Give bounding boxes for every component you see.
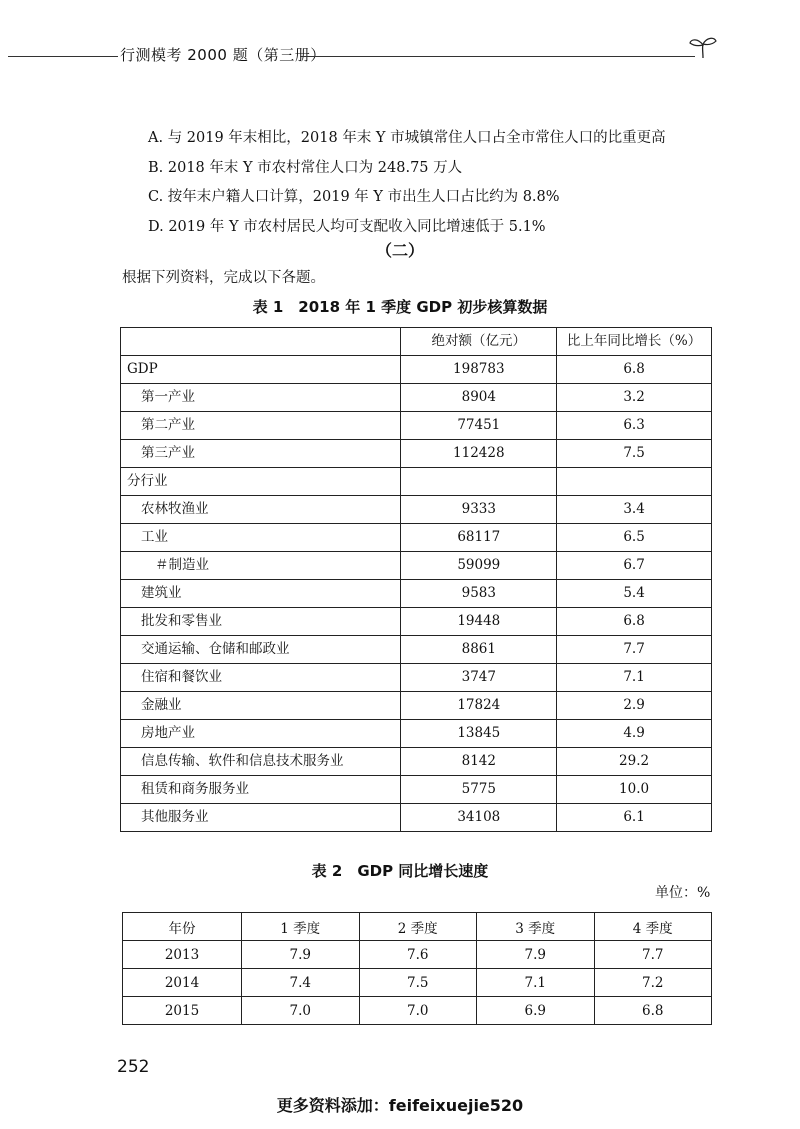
value-cell: 59099: [401, 552, 557, 580]
value-cell: 9583: [401, 580, 557, 608]
row-label: 房地产业: [121, 720, 401, 748]
table-row: [121, 412, 712, 440]
table-row: [123, 997, 712, 1025]
row-label: ＃制造业: [121, 552, 401, 580]
header-cell: 2 季度: [359, 913, 477, 941]
value-cell: 6.3: [557, 412, 712, 440]
footer-note: 更多资料添加：feifeixuejie520: [276, 1096, 524, 1115]
value-cell: 7.5: [359, 969, 477, 997]
table-row: [121, 608, 712, 636]
value-cell: 6.5: [557, 524, 712, 552]
row-label: 工业: [121, 524, 401, 552]
value-cell: 7.0: [359, 997, 477, 1025]
header-rule-right: [300, 56, 695, 57]
table-row: [121, 524, 712, 552]
option-d: D. 2019 年 Y 市农村居民人均可支配收入同比增速低于 5.1%: [148, 218, 546, 235]
year-cell: 2014: [123, 969, 242, 997]
value-cell: 6.8: [594, 997, 712, 1025]
value-cell: 7.2: [594, 969, 712, 997]
gdp-table: [120, 327, 712, 832]
table-header-row: [121, 328, 712, 356]
value-cell: 7.6: [359, 941, 477, 969]
value-cell: 8861: [401, 636, 557, 664]
value-cell: 4.9: [557, 720, 712, 748]
row-label: GDP: [121, 356, 401, 384]
row-label: 金融业: [121, 692, 401, 720]
table-row: [121, 776, 712, 804]
value-cell: 68117: [401, 524, 557, 552]
page-number: 252: [117, 1057, 150, 1077]
growth-table: [122, 912, 712, 1025]
value-cell: 6.8: [557, 356, 712, 384]
value-cell: 198783: [401, 356, 557, 384]
value-cell: 29.2: [557, 748, 712, 776]
table-row: [121, 692, 712, 720]
table-row: [121, 384, 712, 412]
value-cell: 7.9: [477, 941, 595, 969]
value-cell: 34108: [401, 804, 557, 832]
value-cell: 6.7: [557, 552, 712, 580]
table-row: [121, 720, 712, 748]
row-label: 其他服务业: [121, 804, 401, 832]
value-cell: 10.0: [557, 776, 712, 804]
value-cell: 3.2: [557, 384, 712, 412]
running-header: [0, 40, 800, 70]
value-cell: 19448: [401, 608, 557, 636]
table2-title: 表 2 GDP 同比增长速度: [311, 862, 489, 880]
table-row: [123, 969, 712, 997]
row-label: 交通运输、仓储和邮政业: [121, 636, 401, 664]
book-title: 行测模考 2000 题（第三册）: [120, 46, 326, 64]
value-cell: 7.1: [477, 969, 595, 997]
header-cell: 年份: [123, 913, 242, 941]
row-label: 租赁和商务服务业: [121, 776, 401, 804]
value-cell: 77451: [401, 412, 557, 440]
value-cell: 17824: [401, 692, 557, 720]
table-row: [121, 664, 712, 692]
value-cell: 6.9: [477, 997, 595, 1025]
value-cell: 7.9: [242, 941, 360, 969]
header-cell: 3 季度: [477, 913, 595, 941]
value-cell: 3.4: [557, 496, 712, 524]
answer-options: [148, 124, 666, 242]
option-b: B. 2018 年末 Y 市农村常住人口为 248.75 万人: [148, 159, 463, 176]
value-cell: 7.7: [557, 636, 712, 664]
value-cell: 7.1: [557, 664, 712, 692]
value-cell: 5775: [401, 776, 557, 804]
row-label: 农林牧渔业: [121, 496, 401, 524]
table-row: [121, 552, 712, 580]
row-label: 第一产业: [121, 384, 401, 412]
table-header-row: [123, 913, 712, 941]
value-cell: 6.1: [557, 804, 712, 832]
table-row: [121, 580, 712, 608]
value-cell: 8142: [401, 748, 557, 776]
header-cell: 比上年同比增长（%）: [557, 328, 712, 356]
table-row: [121, 496, 712, 524]
table-row: [121, 356, 712, 384]
table-row: [123, 941, 712, 969]
table-row: [121, 748, 712, 776]
value-cell: [401, 468, 557, 496]
row-label: 第三产业: [121, 440, 401, 468]
value-cell: [557, 468, 712, 496]
header-cell: 4 季度: [594, 913, 712, 941]
value-cell: 3747: [401, 664, 557, 692]
table-row: [121, 468, 712, 496]
header-cell: 1 季度: [242, 913, 360, 941]
header-cell: [121, 328, 401, 356]
value-cell: 6.8: [557, 608, 712, 636]
value-cell: 7.4: [242, 969, 360, 997]
header-cell: 绝对额（亿元）: [401, 328, 557, 356]
sprout-icon: [688, 34, 718, 60]
row-label: 第二产业: [121, 412, 401, 440]
table1-title: 表 1 2018 年 1 季度 GDP 初步核算数据: [252, 298, 548, 316]
option-a: A. 与 2019 年末相比，2018 年末 Y 市城镇常住人口占全市常住人口的比重更高: [148, 130, 666, 146]
value-cell: 9333: [401, 496, 557, 524]
row-label: 信息传输、软件和信息技术服务业: [121, 748, 401, 776]
table-row: [121, 440, 712, 468]
value-cell: 7.5: [557, 440, 712, 468]
row-label: 建筑业: [121, 580, 401, 608]
intro-text: 根据下列资料，完成以下各题。: [122, 270, 325, 286]
row-label: 住宿和餐饮业: [121, 664, 401, 692]
year-cell: 2013: [123, 941, 242, 969]
value-cell: 112428: [401, 440, 557, 468]
value-cell: 7.0: [242, 997, 360, 1025]
row-label: 批发和零售业: [121, 608, 401, 636]
value-cell: 13845: [401, 720, 557, 748]
unit-label: 单位：%: [655, 885, 711, 901]
table-row: [121, 804, 712, 832]
header-rule-left: [8, 56, 118, 57]
value-cell: 5.4: [557, 580, 712, 608]
year-cell: 2015: [123, 997, 242, 1025]
value-cell: 7.7: [594, 941, 712, 969]
table-row: [121, 636, 712, 664]
value-cell: 2.9: [557, 692, 712, 720]
option-c: C. 按年末户籍人口计算，2019 年 Y 市出生人口占比约为 8.8%: [148, 189, 560, 205]
section-heading: （二）: [375, 241, 424, 260]
value-cell: 8904: [401, 384, 557, 412]
row-label: 分行业: [121, 468, 401, 496]
